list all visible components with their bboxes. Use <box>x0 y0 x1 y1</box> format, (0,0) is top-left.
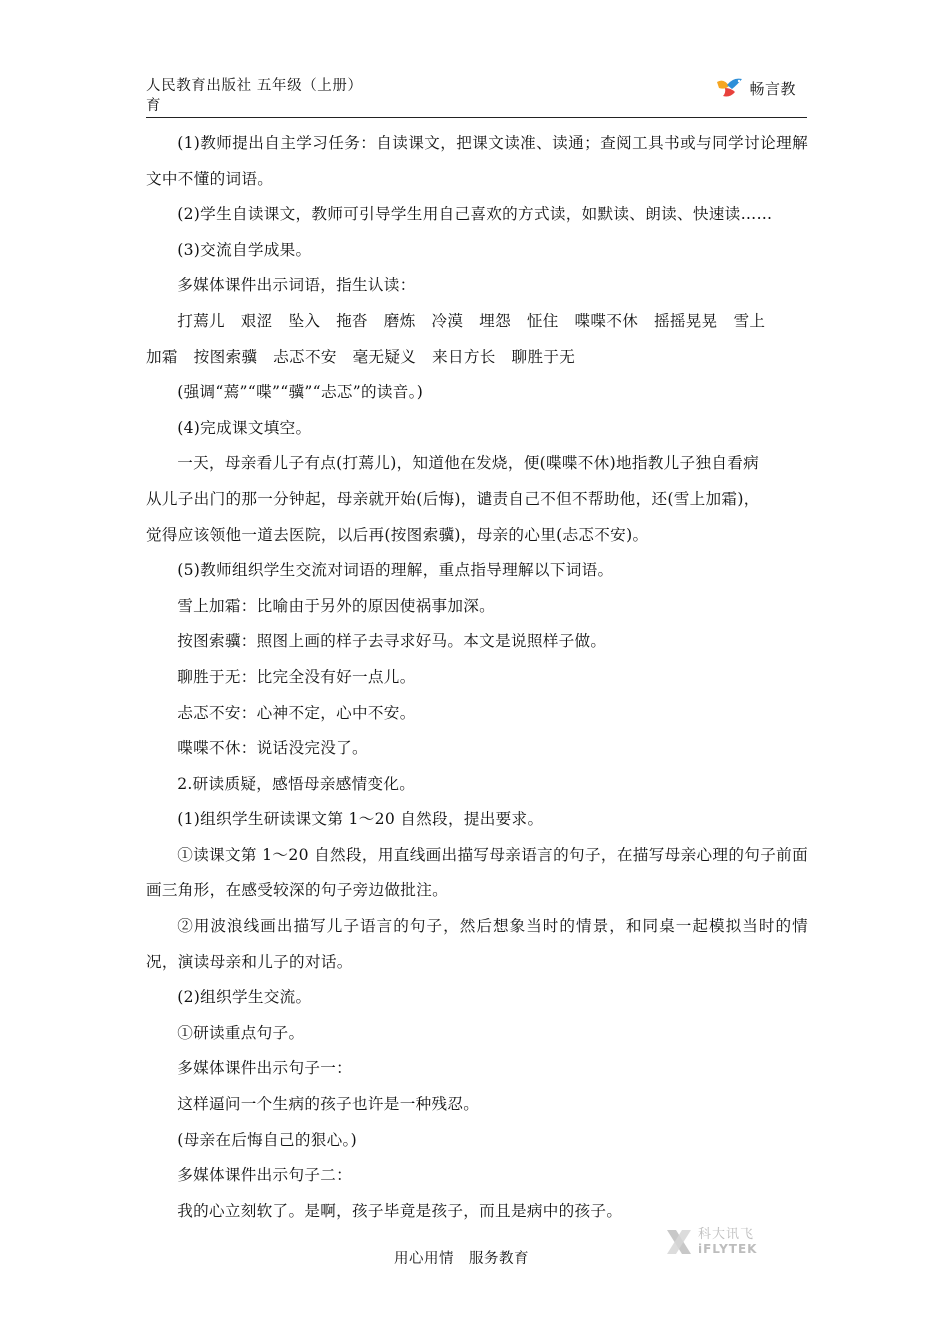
paragraph: 按图索骥：照图上画的样子去寻求好马。本文是说照样子做。 <box>177 632 607 651</box>
iflytek-x-icon <box>664 1227 694 1257</box>
paragraph: 这样逼问一个生病的孩子也许是一种残忍。 <box>177 1095 480 1114</box>
paragraph: 多媒体课件出示词语，指生认读： <box>177 276 416 295</box>
paragraph: ①研读重点句子。 <box>177 1023 305 1042</box>
paragraph: 加霜 按图索骥 忐忑不安 毫无疑义 来日方长 聊胜于无 <box>146 347 576 366</box>
paragraph: 一天，母亲看儿子有点(打蔫儿)，知道他在发烧，便(喋喋不休)地指教儿子独自看病 <box>177 454 760 473</box>
paragraph: 2.研读质疑，感悟母亲感情变化。 <box>177 774 416 793</box>
paragraph: ①读课文第 1～20 自然段，用直线画出描写母亲语言的句子，在描写母亲心理的句子前面画三角形，在感受较深的句子旁边做批注。 <box>146 845 808 900</box>
footer-slogan: 用心用情 服务教育 <box>394 1251 529 1267</box>
paragraph: (1)组织学生研读课文第 1～20 自然段，提出要求。 <box>177 810 544 829</box>
paragraph: (母亲在后悔自己的狠心。) <box>177 1130 357 1149</box>
paragraph: (强调“蔫”“喋”“骥”“忐忑”的读音。) <box>177 383 424 402</box>
page-header <box>146 76 806 116</box>
publisher-info <box>146 76 386 116</box>
iflytek-logo <box>664 1227 757 1257</box>
paragraph: (1)教师提出自主学习任务：自读课文，把课文读准、读通；查阅工具书或与同学讨论理解文中不懂的词语。 <box>146 134 808 188</box>
paragraph: 我的心立刻软了。是啊，孩子毕竟是孩子，而且是病中的孩子。 <box>177 1201 623 1220</box>
paragraph: 从儿子出门的那一分钟起，母亲就开始(后悔)，谴责自己不但不帮助他，还(雪上加霜)， <box>146 489 760 508</box>
brand-block <box>715 76 796 100</box>
paragraph: 多媒体课件出示句子二： <box>177 1166 353 1185</box>
paragraph: ②用波浪线画出描写儿子语言的句子，然后想象当时的情景，和同桌一起模拟当时的情况，演读母亲和儿子的对话。 <box>146 917 808 971</box>
iflytek-logo-cn: 科大讯飞 <box>698 1227 755 1242</box>
paragraph: 喋喋不休：说话没完没了。 <box>177 739 368 758</box>
header-divider <box>146 117 807 118</box>
bird-logo-icon <box>715 76 745 100</box>
iflytek-logo-en: iFLYTEK <box>698 1242 758 1256</box>
paragraph: (4)完成课文填空。 <box>177 418 312 437</box>
paragraph: 雪上加霜：比喻由于另外的原因使祸事加深。 <box>177 596 496 615</box>
brand-name: 畅言教 <box>749 79 796 98</box>
publisher-line: 人民教育出版社 五年级（上册） <box>146 78 363 94</box>
paragraph: 觉得应该领他一道去医院，以后再(按图索骥)，母亲的心里(忐忑不安)。 <box>146 525 649 544</box>
document-body <box>146 126 808 1229</box>
paragraph: 多媒体课件出示句子一： <box>177 1059 353 1078</box>
paragraph: 聊胜于无：比完全没有好一点儿。 <box>177 667 416 686</box>
paragraph: (5)教师组织学生交流对词语的理解，重点指导理解以下词语。 <box>177 561 614 580</box>
paragraph: (2)学生自读课文，教师可引导学生用自己喜欢的方式读，如默读、朗读、快速读…… <box>177 205 773 224</box>
paragraph: 打蔫儿 艰涩 坠入 拖沓 磨炼 冷漠 埋怨 怔住 喋喋不休 摇摇晃晃 雪上 <box>177 311 766 330</box>
paragraph: (3)交流自学成果。 <box>177 240 312 259</box>
paragraph: (2)组织学生交流。 <box>177 988 312 1007</box>
paragraph: 忐忑不安：心神不定，心中不安。 <box>177 703 416 722</box>
publisher-line-continued: 育 <box>146 98 162 114</box>
